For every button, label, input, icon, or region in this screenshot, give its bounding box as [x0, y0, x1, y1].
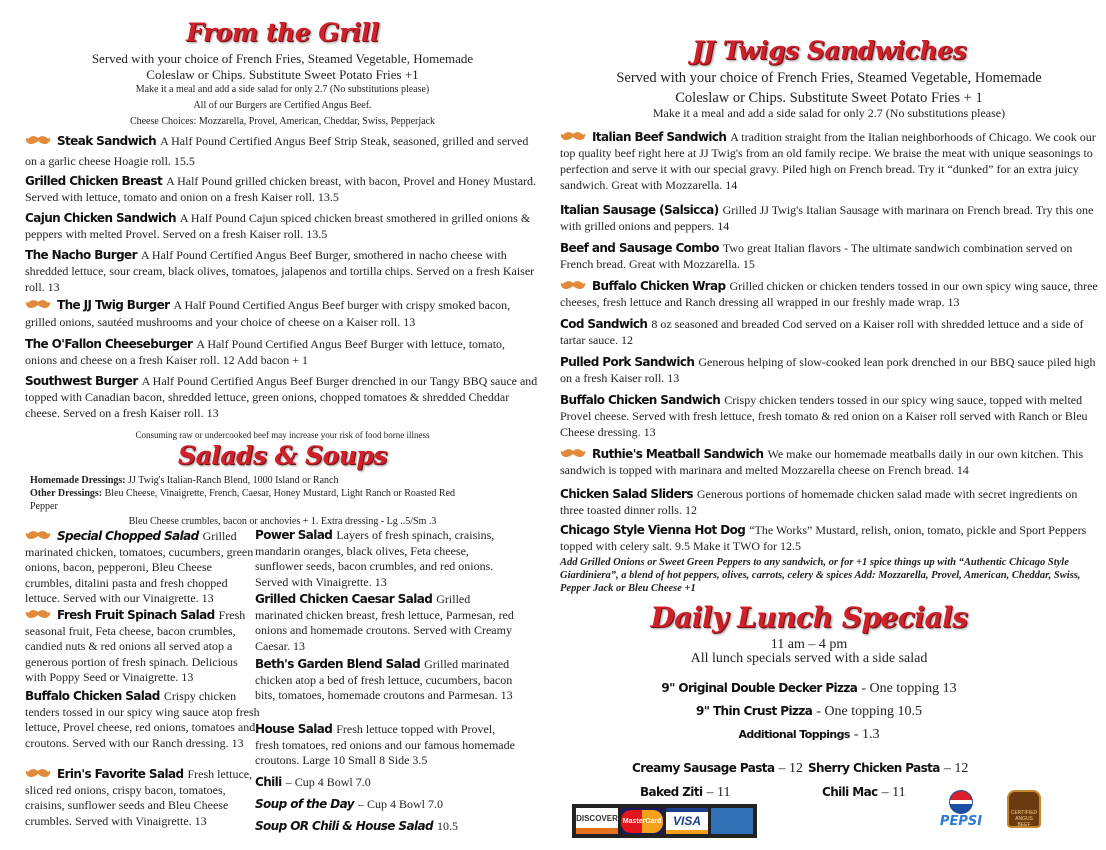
mastercard-logo	[621, 808, 663, 834]
item-name: Beth's Garden Blend Salad	[255, 657, 421, 671]
item-desc: Layers of fresh spinach, craisins, mandarin oranges, black olives, Feta cheese, sunflower seeds, bacon crumbles, and red onions. Served with Vinaigrette. 13	[255, 528, 495, 589]
item-desc: A Half Pound Certified Angus Beef Burger with lettuce, tomato, onions and cheese on a fresh Kaiser roll. 12 Add bacon + 1	[25, 337, 506, 367]
mustache-icon	[560, 130, 586, 142]
mustache-icon	[25, 767, 51, 779]
grill-angus-note: All of our Burgers are Certified Angus Beef.	[193, 100, 372, 111]
item-name: 9" Original Double Decker Pizza	[661, 681, 858, 695]
menu-item	[560, 486, 1098, 518]
visa-logo: VISA	[666, 808, 708, 834]
item-desc: Crispy chicken tenders tossed in our spicy wing sauce atop fresh lettuce, Provel cheese, red onions, tomatoes and croutons. Served with our Ranch dressing. 13	[25, 689, 260, 750]
menu-item	[560, 129, 1098, 193]
menu-item	[560, 446, 1098, 478]
item-name: Chili	[255, 775, 282, 789]
item-desc: - One topping 13	[861, 681, 957, 696]
item-desc: Grilled JJ Twig's Italian Sausage with marinara on French bread. Try this one with grilled onions and peppers. 14	[560, 203, 1094, 233]
item-desc: Two great Italian flavors - The ultimate sandwich combination served on French bread. Great with Mozzarella. 15	[560, 241, 1073, 271]
item-desc: 8 oz seasoned and breaded Cod served on a Kaiser roll with shredded lettuce and a side of tartar sauce. 12	[560, 317, 1084, 347]
item-desc: We make our homemade meatballs daily in our own kitchen. This sandwich is topped with marinara and melted Mozzarella cheese on French bread. 14	[560, 447, 1084, 477]
menu-item	[255, 775, 515, 791]
item-desc: - 1.3	[853, 727, 880, 742]
item-name: Chicken Salad Sliders	[560, 487, 693, 501]
lunch-item	[520, 704, 1098, 719]
item-desc: - One topping 10.5	[816, 704, 922, 719]
item-name: The O'Fallon Cheeseburger	[25, 337, 193, 351]
item-name: Southwest Burger	[25, 374, 138, 388]
menu-item	[560, 202, 1098, 234]
item-desc: 10.5	[436, 819, 458, 833]
menu-item	[25, 247, 540, 295]
item-desc: Fresh lettuce topped with Provel, fresh tomatoes, red onions and our famous homemade croutons. Large 10 Small 8 Side 3.5	[255, 722, 515, 767]
pepsi-globe-icon	[949, 790, 973, 814]
homemade-dressings-label: Homemade Dressings:	[30, 475, 126, 486]
item-name: Buffalo Chicken Salad	[25, 689, 160, 703]
grill-intro-1: Served with your choice of French Fries, Steamed Vegetable, Homemade	[91, 51, 474, 66]
menu-item	[255, 592, 515, 654]
item-name: Sherry Chicken Pasta	[808, 761, 940, 775]
menu-item	[25, 529, 260, 607]
item-name: Cajun Chicken Sandwich	[25, 211, 176, 225]
lunch-item	[808, 761, 1098, 776]
menu-item	[255, 657, 515, 704]
item-desc: Generous portions of homemade chicken salad made with secret ingredients on three toasted dinner rolls. 12	[560, 487, 1078, 517]
item-name: Buffalo Chicken Sandwich	[560, 393, 721, 407]
menu-item	[25, 336, 540, 368]
item-desc: Grilled chicken or chicken tenders tossed in our own spicy wing sauce, three cheeses, fresh lettuce and Ranch dressing all wrapped in our freshly made wrap. 13	[560, 279, 1098, 309]
homemade-dressings: JJ Twig's Italian-Ranch Blend, 1000 Island or Ranch	[128, 475, 339, 486]
salads-title: Salads & Soups	[178, 441, 387, 470]
item-name: Special Chopped Salad	[57, 529, 199, 543]
lunch-item	[520, 681, 1098, 696]
menu-item	[560, 392, 1098, 440]
item-desc: “The Works” Mustard, relish, onion, tomato, pickle and Sport Peppers topped with celery salt. 9.5 Make it TWO for 12.5	[560, 523, 1087, 553]
item-name: The JJ Twig Burger	[57, 298, 170, 312]
mustache-icon	[25, 134, 51, 146]
discover-logo: DISCOVER	[576, 808, 618, 834]
menu-item	[255, 819, 515, 835]
menu-item	[25, 173, 540, 205]
menu-item	[560, 354, 1098, 386]
item-name: Grilled Chicken Caesar Salad	[255, 592, 433, 606]
pepsi-logo	[933, 790, 989, 829]
item-desc: – 12	[943, 761, 969, 776]
mustache-icon	[25, 608, 51, 620]
mustache-icon	[25, 298, 51, 310]
menu-item	[25, 210, 540, 242]
right-page	[560, 0, 1098, 850]
menu-item	[25, 608, 260, 686]
item-name: House Salad	[255, 722, 333, 736]
lunch-subtitle: All lunch specials served with a side salad	[690, 651, 928, 666]
item-name: Italian Beef Sandwich	[592, 130, 727, 144]
salad-extras: Bleu Cheese crumbles, bacon or anchovies + 1. Extra dressing - Lg ..5/Sm .3	[128, 516, 437, 527]
sandwiches-intro-1: Served with your choice of French Fries, Steamed Vegetable, Homemade	[616, 70, 1042, 86]
item-name: Creamy Sausage Pasta	[632, 761, 775, 775]
menu-item	[255, 797, 515, 813]
item-desc: Grilled marinated chicken breast, fresh lettuce, Parmesan, red onions and homemade croutons. Served with Creamy Caesar. 13	[255, 592, 514, 653]
menu-item	[560, 316, 1098, 348]
menu-item	[255, 722, 515, 769]
item-name: Soup OR Chili & House Salad	[255, 819, 433, 833]
menu-item	[25, 131, 540, 171]
sandwiches-meal-note: Make it a meal and add a side salad for only 2.7 (No substitutions please)	[652, 106, 1006, 120]
item-desc: A tradition straight from the Italian neighborhoods of Chicago. We cook our top quality beef right here at JJ Twig's from an old family recipe. We braise the meat with unique seasonings to perfection and serve it with our special gravy. Piled high on French bread. Try it “dunked” for an extra juicy sandwich. Great with Mozzarella. 14	[560, 130, 1096, 192]
item-name: Steak Sandwich	[57, 134, 157, 148]
lunch-hours: 11 am – 4 pm	[770, 637, 848, 652]
sandwiches-title: JJ Twigs Sandwiches	[691, 36, 967, 65]
mustache-icon	[560, 447, 586, 459]
menu-item	[25, 297, 540, 331]
item-name: Italian Sausage (Salsicca)	[560, 203, 719, 217]
item-name: Pulled Pork Sandwich	[560, 355, 695, 369]
menu-item	[255, 528, 515, 590]
item-name: The Nacho Burger	[25, 248, 137, 262]
item-name: Soup of the Day	[255, 797, 354, 811]
item-name: Fresh Fruit Spinach Salad	[57, 608, 215, 622]
item-desc: Crispy chicken tenders tossed in our spicy wing sauce, topped with melted Provel cheese. Served with fresh lettuce, fresh tomato & red onion on a Kaiser roll served with Ranch or Bleu Cheese dressing. 13	[560, 393, 1088, 439]
item-desc: Grilled marinated chicken, tomatoes, cucumbers, green onions, bacon, pepperoni, Bleu Cheese crumbles, ditalini pasta and fresh chopped lettuce. Served with our Vinaigrette. 13	[25, 529, 254, 605]
item-name: Chili Mac	[822, 785, 878, 799]
grill-meal-note: Make it a meal and add a side salad for only 2.7 (No substitutions please)	[135, 84, 430, 95]
other-dressings: Bleu Cheese, Vinaigrette, French, Caesar, Honey Mustard, Light Ranch or Roasted Red Pepper	[30, 488, 456, 512]
dressings-info	[30, 474, 540, 513]
amex-logo	[711, 808, 753, 834]
menu-item	[560, 522, 1098, 554]
sandwiches-intro-2: Coleslaw or Chips. Substitute Sweet Potato Fries + 1	[675, 90, 983, 106]
item-name: Cod Sandwich	[560, 317, 648, 331]
left-page	[25, 0, 540, 850]
menu-item	[25, 689, 260, 751]
item-desc: Grilled marinated chicken atop a bed of fresh lettuce, cucumbers, bacon bits, tomatoes, homemade croutons and Parmesan. 13	[255, 657, 513, 702]
mustache-icon	[25, 529, 51, 541]
lunch-title: Daily Lunch Specials	[650, 601, 968, 634]
item-desc: A Half Pound Certified Angus Beef Burger drenched in our Tangy BBQ sauce and topped with Canadian bacon, shredded lettuce, green onions, chopped tomatoes & shredded Cheddar cheese. Served on a fresh Kaiser roll. 13	[25, 374, 538, 420]
menu-item	[25, 373, 540, 421]
sandwich-addons-note: Add Grilled Onions or Sweet Green Peppers to any sandwich, or for +1 spice things up with “Authentic Chicago Style Giardiniera”, a blend of hot peppers, olives, carrots, celery & spices Add: Mozzarella, Provel, American, Cheddar, Swiss, Pepper Jack or Bleu Cheese +1	[560, 557, 1081, 594]
pepsi-text: PEPSI	[939, 814, 983, 829]
item-desc: A Half Pound Certified Angus Beef Strip Steak, seasoned, grilled and served on a garlic cheese Hoagie roll. 15.5	[25, 134, 529, 168]
item-name: Additional Toppings	[738, 728, 850, 741]
item-name: Buffalo Chicken Wrap	[592, 279, 726, 293]
item-desc: – 12	[778, 761, 803, 776]
grill-cheese-note: Cheese Choices: Mozzarella, Provel, American, Cheddar, Swiss, Pepperjack	[129, 116, 436, 127]
item-desc: Generous helping of slow-cooked lean pork drenched in our BBQ sauce piled high on a fresh Kaiser roll. 13	[560, 355, 1096, 385]
item-desc: Fresh lettuce, sliced red onions, crispy bacon, tomatoes, craisins, sunflower seeds and Bleu Cheese crumbles. Served with Vinaigrette. 13	[25, 767, 253, 828]
item-desc: A Half Pound grilled chicken breast, with bacon, Provel and Honey Mustard. Served with lettuce, tomato and onion on a fresh Kaiser roll. 13.5	[25, 174, 537, 204]
certified-angus-beef-logo: CERTIFIED ANGUS BEEF	[1007, 790, 1041, 828]
item-desc: A Half Pound Certified Angus Beef burger with crispy smoked bacon, grilled onions, sautéed mushrooms and your choice of cheese on a Kaiser roll. 13	[25, 298, 511, 329]
mustache-icon	[560, 279, 586, 291]
item-name: Beef and Sausage Combo	[560, 241, 719, 255]
mastercard-text: MasterCard	[621, 810, 664, 833]
item-desc: Fresh seasonal fruit, Feta cheese, bacon crumbles, candied nuts & red onions all served atop a generous portion of fresh spinach. Delicious with Poppy Seed or Vinaigrette. 13	[25, 608, 246, 684]
item-name: Chicago Style Vienna Hot Dog	[560, 523, 746, 537]
item-desc: – Cup 4 Bowl 7.0	[357, 797, 443, 811]
lunch-item	[520, 727, 1098, 742]
grill-title: From the Grill	[186, 18, 379, 47]
menu-item	[560, 240, 1098, 272]
other-dressings-label: Other Dressings:	[30, 488, 103, 499]
item-name: Grilled Chicken Breast	[25, 174, 163, 188]
item-desc: – 11	[881, 785, 906, 800]
item-desc: – Cup 4 Bowl 7.0	[285, 775, 371, 789]
item-name: 9" Thin Crust Pizza	[695, 704, 813, 718]
item-desc: A Half Pound Certified Angus Beef Burger, smothered in nacho cheese with shredded lettuce, sour cream, black olives, tomatoes, jalapenos and tortilla chips. Served on a fresh Kaiser roll. 13	[25, 248, 535, 294]
item-name: Ruthie's Meatball Sandwich	[592, 447, 764, 461]
grill-intro-2: Coleslaw or Chips. Substitute Sweet Potato Fries +1	[146, 67, 419, 82]
food-warning: Consuming raw or undercooked beef may increase your risk of food borne illness	[135, 430, 430, 440]
item-name: Baked Ziti	[640, 785, 703, 799]
item-name: Erin's Favorite Salad	[57, 767, 184, 781]
payment-cards	[572, 804, 757, 838]
menu-item	[560, 278, 1098, 310]
item-desc: – 11	[706, 785, 731, 800]
menu-item	[25, 767, 260, 829]
item-desc: A Half Pound Cajun spiced chicken breast smothered in grilled onions & peppers with melted Provel. Served on a fresh Kaiser roll. 13.5	[25, 211, 531, 241]
item-name: Power Salad	[255, 528, 333, 542]
